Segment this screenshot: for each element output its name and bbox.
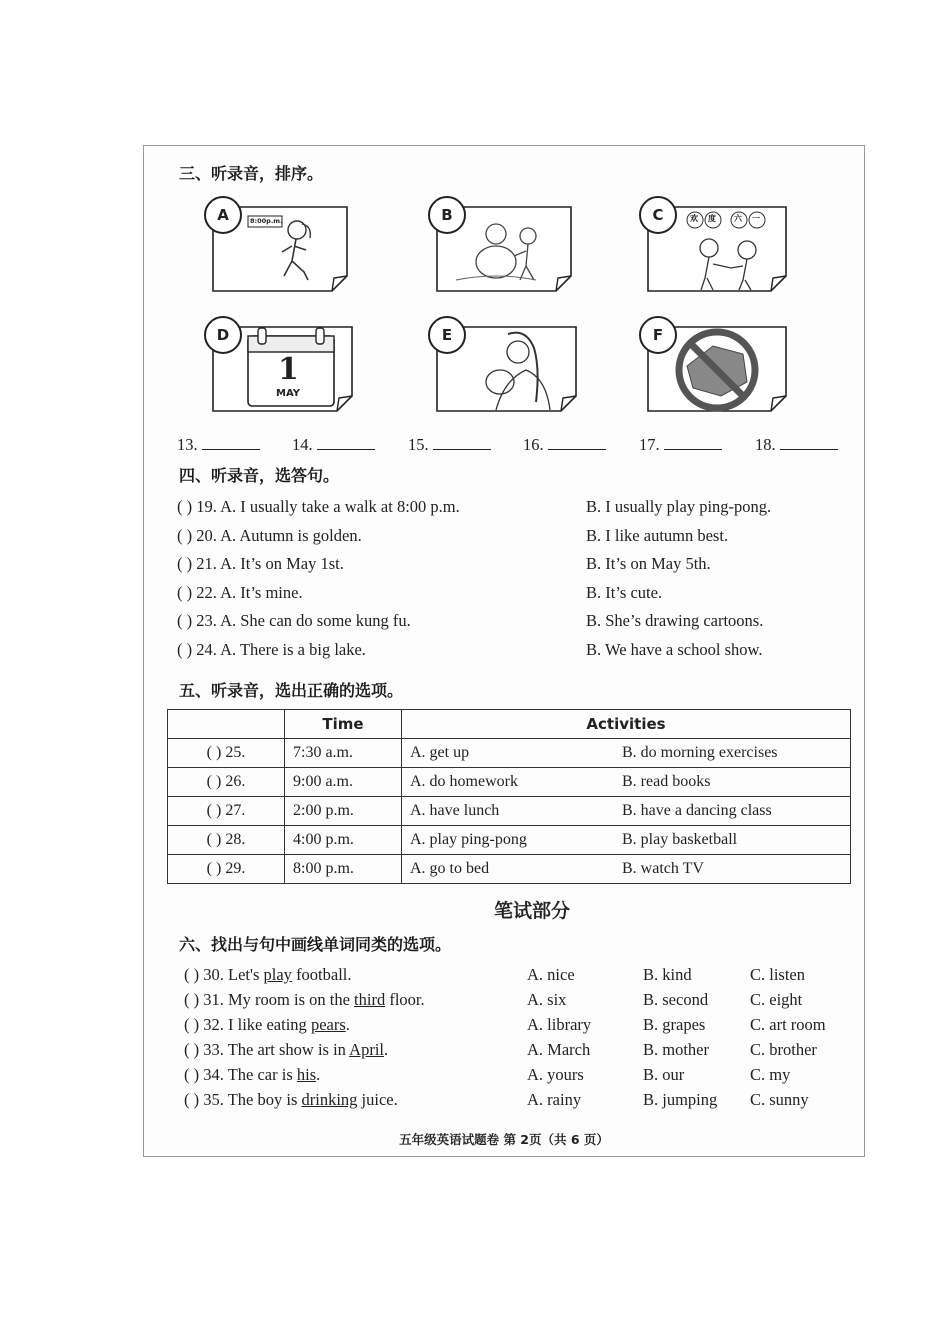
row-28-option-b[interactable]: B. play basketball — [622, 831, 738, 848]
table-row — [168, 826, 851, 855]
row-26-number[interactable]: ( ) 26. — [168, 768, 285, 797]
row-27-number[interactable]: ( ) 27. — [168, 797, 285, 826]
question-20: ( ) 20. A. Autumn is golden. — [177, 526, 362, 545]
row-25-option-b[interactable]: B. do morning exercises — [622, 744, 778, 761]
card-c-label: C — [639, 196, 677, 234]
row-28-time: 4:00 p.m. — [285, 826, 402, 855]
card-c-char-3: 六 — [734, 213, 742, 223]
q34-option-c[interactable]: C. my — [750, 1065, 791, 1084]
card-f-label: F — [639, 316, 677, 354]
q34-post: . — [316, 1065, 321, 1084]
q33-underlined-word: April — [349, 1040, 384, 1059]
row-26-time: 9:00 a.m. — [285, 768, 402, 797]
blank-16-number: 16. — [523, 435, 544, 454]
q35-option-a[interactable]: A. rainy — [527, 1090, 582, 1109]
q30-option-b[interactable]: B. kind — [643, 965, 692, 984]
calendar-month: MAY — [276, 388, 300, 399]
q34-underlined-word: his — [296, 1065, 317, 1084]
q35-option-c[interactable]: C. sunny — [750, 1090, 809, 1109]
row-26-activities — [402, 768, 851, 797]
table-row — [168, 739, 851, 768]
row-25-number[interactable]: ( ) 25. — [168, 739, 285, 768]
row-26-option-a[interactable]: A. do homework — [410, 773, 518, 790]
q31-option-c[interactable]: C. eight — [750, 990, 803, 1009]
answer-blank-18[interactable] — [755, 435, 838, 455]
q35-number[interactable]: ( ) 35. — [184, 1090, 224, 1109]
q32-post: . — [345, 1015, 350, 1034]
row-25-option-a[interactable]: A. get up — [410, 744, 470, 761]
activities-table — [167, 709, 851, 884]
row-27-activities — [402, 797, 851, 826]
row-29-activities — [402, 855, 851, 884]
q31-pre: My room is on the — [228, 990, 355, 1009]
card-e-label: E — [428, 316, 466, 354]
q35-underlined-word: drinking — [301, 1090, 358, 1109]
question-20-option-b[interactable]: B. I like autumn best. — [586, 526, 729, 545]
q33-number[interactable]: ( ) 33. — [184, 1040, 224, 1059]
row-25-activities — [402, 739, 851, 768]
q34-option-a[interactable]: A. yours — [527, 1065, 584, 1084]
question-33 — [184, 1040, 388, 1060]
card-b-label: B — [428, 196, 466, 234]
card-c-char-4: 一 — [752, 213, 760, 223]
row-27-option-a[interactable]: A. have lunch — [410, 802, 500, 819]
blank-18-number: 18. — [755, 435, 776, 454]
row-26-option-b[interactable]: B. read books — [622, 773, 711, 790]
question-30 — [184, 965, 352, 985]
q32-option-a[interactable]: A. library — [527, 1015, 592, 1034]
calendar-day: 1 — [278, 352, 299, 387]
question-34 — [184, 1065, 320, 1085]
written-part-title: 笔试部分 — [494, 900, 571, 922]
section4-heading: 四、听录音，选答句。 — [179, 466, 340, 485]
q32-pre: I like eating — [228, 1015, 311, 1034]
question-21: ( ) 21. A. It’s on May 1st. — [177, 554, 344, 573]
answer-blank-15[interactable] — [408, 435, 491, 455]
q31-option-a[interactable]: A. six — [527, 990, 567, 1009]
row-29-number[interactable]: ( ) 29. — [168, 855, 285, 884]
q34-number[interactable]: ( ) 34. — [184, 1065, 224, 1084]
q31-option-b[interactable]: B. second — [643, 990, 709, 1009]
blank-13-number: 13. — [177, 435, 198, 454]
q33-option-b[interactable]: B. mother — [643, 1040, 709, 1059]
card-a-time-tag: 8:00p.m. — [250, 217, 283, 225]
row-29-time: 8:00 p.m. — [285, 855, 402, 884]
blank-14-number: 14. — [292, 435, 313, 454]
blank-17-number: 17. — [639, 435, 660, 454]
picture-card-a — [212, 206, 352, 292]
row-27-option-b[interactable]: B. have a dancing class — [622, 802, 772, 819]
q30-number[interactable]: ( ) 30. — [184, 965, 224, 984]
question-23: ( ) 23. A. She can do some kung fu. — [177, 611, 411, 630]
section3-heading: 三、听录音，排序。 — [179, 164, 324, 183]
row-28-activities — [402, 826, 851, 855]
table-row — [168, 768, 851, 797]
q31-number[interactable]: ( ) 31. — [184, 990, 224, 1009]
table-row — [168, 797, 851, 826]
question-21-option-b[interactable]: B. It’s on May 5th. — [586, 554, 711, 573]
q35-option-b[interactable]: B. jumping — [643, 1090, 718, 1109]
q30-post: football. — [291, 965, 352, 984]
answer-blank-13[interactable] — [177, 435, 260, 455]
question-32 — [184, 1015, 350, 1035]
section6-heading: 六、找出与句中画线单词同类的选项。 — [179, 935, 452, 954]
q33-post: . — [384, 1040, 389, 1059]
answer-blank-14[interactable] — [292, 435, 375, 455]
question-19: ( ) 19. A. I usually take a walk at 8:00 p.m. — [177, 497, 460, 516]
section5-heading: 五、听录音，选出正确的选项。 — [179, 681, 404, 700]
q35-post: juice. — [357, 1090, 398, 1109]
q33-option-c[interactable]: C. brother — [750, 1040, 817, 1059]
q30-pre: Let's — [228, 965, 264, 984]
picture-card-e — [436, 326, 576, 412]
q34-option-b[interactable]: B. our — [643, 1065, 685, 1084]
q30-underlined-word: play — [263, 965, 292, 984]
question-22-option-b[interactable]: B. It’s cute. — [586, 583, 663, 602]
question-23-option-b[interactable]: B. She’s drawing cartoons. — [586, 611, 764, 630]
header-activities: Activities — [402, 710, 851, 739]
page-footer: 五年级英语试题卷 第 2页（共 6 页） — [399, 1132, 609, 1147]
row-29-option-a[interactable]: A. go to bed — [410, 860, 490, 877]
row-27-time: 2:00 p.m. — [285, 797, 402, 826]
question-35 — [184, 1090, 398, 1110]
row-25-time: 7:30 a.m. — [285, 739, 402, 768]
answer-blank-16[interactable] — [523, 435, 606, 455]
table-row — [168, 855, 851, 884]
picture-card-b — [436, 206, 576, 292]
q32-number[interactable]: ( ) 32. — [184, 1015, 224, 1034]
q33-option-a[interactable]: A. March — [527, 1040, 591, 1059]
row-28-number[interactable]: ( ) 28. — [168, 826, 285, 855]
question-24-option-b[interactable]: B. We have a school show. — [586, 640, 763, 659]
q31-post: floor. — [385, 990, 425, 1009]
card-c-char-1: 欢 — [690, 213, 698, 223]
row-28-option-a[interactable]: A. play ping-pong — [410, 831, 527, 848]
card-a-label: A — [204, 196, 242, 234]
picture-card-d — [212, 326, 352, 412]
card-c-char-2: 度 — [708, 213, 716, 223]
blank-15-number: 15. — [408, 435, 429, 454]
exam-page — [143, 145, 865, 1157]
question-22: ( ) 22. A. It’s mine. — [177, 583, 303, 602]
table-header-row — [168, 710, 851, 739]
q30-option-c[interactable]: C. listen — [750, 965, 806, 984]
q34-pre: The car is — [227, 1065, 297, 1084]
row-29-option-b[interactable]: B. watch TV — [622, 860, 704, 877]
q32-option-b[interactable]: B. grapes — [643, 1015, 706, 1034]
question-24: ( ) 24. A. There is a big lake. — [177, 640, 366, 659]
card-d-label: D — [204, 316, 242, 354]
question-19-option-b[interactable]: B. I usually play ping-pong. — [586, 497, 772, 516]
answer-blank-17[interactable] — [639, 435, 722, 455]
question-31 — [184, 990, 425, 1010]
q33-pre: The art show is in — [227, 1040, 350, 1059]
header-number — [168, 710, 285, 739]
q30-option-a[interactable]: A. nice — [527, 965, 575, 984]
picture-card-f — [647, 326, 787, 412]
q31-underlined-word: third — [354, 990, 386, 1009]
picture-card-c — [647, 206, 787, 292]
q32-option-c[interactable]: C. art room — [750, 1015, 826, 1034]
header-time: Time — [285, 710, 402, 739]
q35-pre: The boy is — [227, 1090, 302, 1109]
q32-underlined-word: pears — [310, 1015, 346, 1034]
